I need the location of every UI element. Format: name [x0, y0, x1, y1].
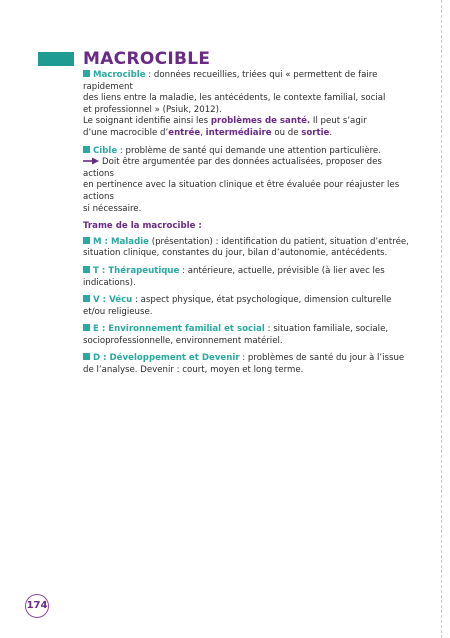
cible-line-1: Cible : problème de santé qui demande une attention particulière.: [83, 146, 413, 158]
arrow-right-icon: [83, 157, 99, 165]
trame-item-d: D : Développement et Devenir : problèmes de santé du jour à l’issue de l’analyse. Devenir : court, moyen et long terme.: [83, 353, 405, 376]
teal-square-icon: [83, 295, 90, 302]
trame-item-label: T : Thérapeutique: [93, 265, 180, 276]
macrocible-line-3: et professionnel » (Psiuk, 2012).: [83, 104, 222, 115]
cible-label: Cible: [93, 145, 118, 156]
entry-emphasis: entrée: [168, 127, 201, 138]
page-edge-dashed-line: [441, 0, 442, 638]
cible-line-4: si nécessaire.: [83, 203, 142, 214]
teal-square-icon: [83, 324, 90, 331]
page-content: [83, 70, 413, 377]
teal-square-icon: [83, 70, 90, 77]
macrocible-text: : données recueillies, triées qui « permettent de faire rapidement: [83, 70, 378, 92]
teal-square-icon: [83, 353, 90, 360]
macrocible-block: [83, 70, 413, 140]
teal-square-icon: [83, 266, 90, 273]
title-accent-bar: [38, 52, 74, 66]
trame-item-label: E : Environnement familial et social: [93, 324, 265, 335]
trame-item-v: V : Vécu : aspect physique, état psychologique, dimension culturelle et/ou religieuse.: [83, 295, 392, 317]
macrocible-line-4: Le soignant identifie ainsi les problèmes de santé. Il peut s’agir: [83, 116, 367, 127]
health-problems-emphasis: problèmes de santé.: [210, 116, 311, 127]
exit-emphasis: sortie: [301, 127, 330, 138]
macrocible-label: Macrocible: [93, 70, 146, 80]
teal-square-icon: [83, 237, 90, 244]
trame-item-m: M : Maladie (présentation) : identification du patient, situation d’entrée, situation clinique, constantes du jour, bilan d’autonomie, antécédents.: [83, 236, 409, 259]
cible-line-3: en pertinence avec la situation clinique et être évaluée pour réajuster les actions: [83, 180, 400, 202]
macrocible-line-2: des liens entre la maladie, les antécédents, le contexte familial, social: [83, 93, 386, 104]
page-number: 174: [25, 594, 49, 618]
intermediate-emphasis: intermédiaire: [205, 127, 272, 138]
cible-block: [83, 146, 413, 216]
trame-item-label: V : Vécu: [93, 295, 133, 306]
trame-heading: Trame de la macrocible :: [83, 221, 202, 232]
cible-line-2: Doit être argumentée par des données actualisées, proposer des actions: [83, 157, 382, 179]
page-title: MACROCIBLE: [83, 49, 211, 69]
trame-item-label: D : Développement et Devenir: [93, 353, 240, 364]
trame-item-t: T : Thérapeutique : antérieure, actuelle, prévisible (à lier avec les indications).: [83, 265, 385, 288]
macrocible-line-5: d’une macrocible d’entrée, intermédiaire ou de sortie.: [83, 127, 333, 138]
teal-square-icon: [83, 146, 90, 153]
trame-item-label: M : Maladie: [93, 236, 149, 247]
trame-item-e: E : Environnement familial et social : situation familiale, sociale, socioprofessionnelle, environnement matériel.: [83, 324, 389, 346]
macrocible-line-1: [83, 70, 413, 93]
